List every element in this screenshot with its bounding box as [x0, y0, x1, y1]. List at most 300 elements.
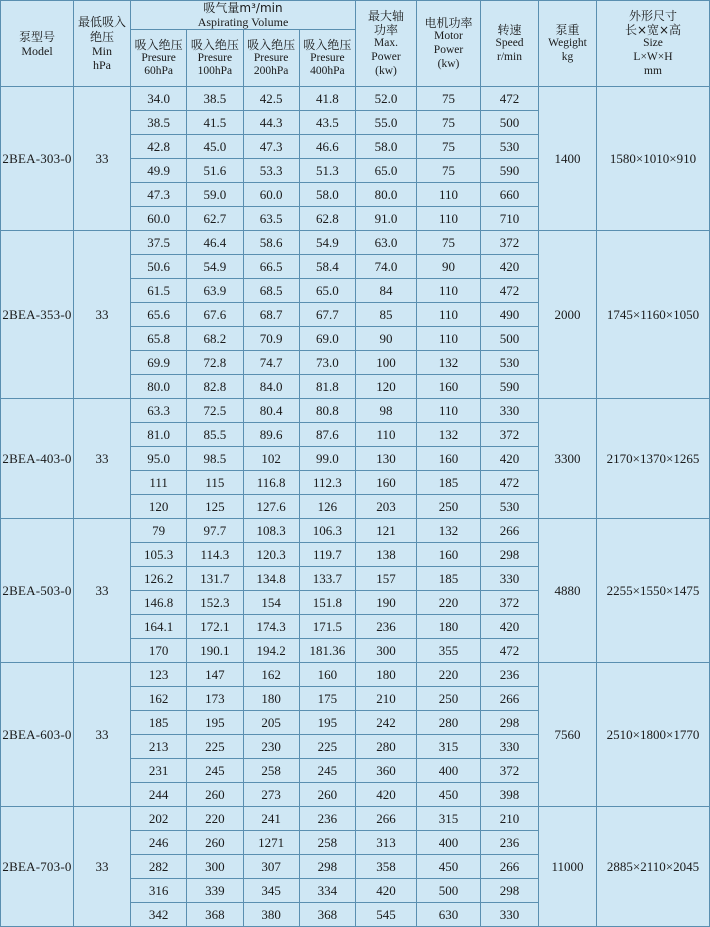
cell-presure-200: 80.4 [243, 399, 299, 423]
cell-motor-power: 315 [417, 807, 481, 831]
cell-motor-power: 400 [417, 759, 481, 783]
cell-presure-200: 102 [243, 447, 299, 471]
cell-presure-400: 126 [299, 495, 355, 519]
cell-presure-60: 42.8 [131, 135, 187, 159]
table-row [1, 399, 710, 423]
cell-presure-100: 339 [187, 879, 243, 903]
cell-motor-power: 160 [417, 543, 481, 567]
cell-presure-60: 164.1 [131, 615, 187, 639]
cell-presure-400: 119.7 [299, 543, 355, 567]
cell-presure-400: 41.8 [299, 87, 355, 111]
cell-presure-100: 45.0 [187, 135, 243, 159]
cell-presure-60: 95.0 [131, 447, 187, 471]
cell-presure-200: 42.5 [243, 87, 299, 111]
cell-max-power: 420 [356, 879, 417, 903]
header-speed-en2: r/min [497, 50, 522, 63]
cell-motor-power: 250 [417, 687, 481, 711]
cell-max-power: 313 [356, 831, 417, 855]
cell-presure-400: 87.6 [299, 423, 355, 447]
cell-presure-200: 116.8 [243, 471, 299, 495]
cell-max-power: 90 [356, 327, 417, 351]
cell-max-power: 110 [356, 423, 417, 447]
cell-presure-200: 66.5 [243, 255, 299, 279]
cell-model: 2BEA-403-0 [1, 399, 74, 519]
cell-speed: 330 [481, 399, 539, 423]
cell-motor-power: 220 [417, 663, 481, 687]
header-size-en: Size [643, 37, 663, 50]
cell-presure-200: 120.3 [243, 543, 299, 567]
header-presure-60-cn: 吸入绝压 [134, 37, 183, 52]
cell-speed: 590 [481, 375, 539, 399]
header-aspirating-volume [131, 1, 356, 30]
header-weight-cn: 泵重 [555, 23, 580, 38]
cell-speed: 298 [481, 711, 539, 735]
cell-max-power: 180 [356, 663, 417, 687]
cell-motor-power: 450 [417, 855, 481, 879]
cell-presure-400: 258 [299, 831, 355, 855]
cell-weight: 11000 [539, 807, 597, 927]
cell-max-power: 266 [356, 807, 417, 831]
cell-presure-400: 106.3 [299, 519, 355, 543]
cell-presure-60: 81.0 [131, 423, 187, 447]
cell-motor-power: 355 [417, 639, 481, 663]
cell-presure-200: 44.3 [243, 111, 299, 135]
header-presure-400-unit: 400hPa [310, 65, 345, 78]
cell-presure-200: 53.3 [243, 159, 299, 183]
cell-motor-power: 450 [417, 783, 481, 807]
cell-presure-60: 63.3 [131, 399, 187, 423]
cell-presure-100: 67.6 [187, 303, 243, 327]
header-weight [539, 1, 597, 87]
cell-motor-power: 90 [417, 255, 481, 279]
cell-presure-200: 127.6 [243, 495, 299, 519]
cell-presure-400: 298 [299, 855, 355, 879]
cell-presure-60: 34.0 [131, 87, 187, 111]
cell-size: 2170×1370×1265 [597, 399, 710, 519]
cell-min-hpa: 33 [74, 399, 131, 519]
header-presure-400-cn: 吸入绝压 [303, 37, 352, 52]
cell-presure-200: 68.5 [243, 279, 299, 303]
cell-presure-100: 38.5 [187, 87, 243, 111]
cell-presure-200: 63.5 [243, 207, 299, 231]
header-motor-power [417, 1, 481, 87]
cell-presure-100: 131.7 [187, 567, 243, 591]
cell-speed: 710 [481, 207, 539, 231]
cell-max-power: 160 [356, 471, 417, 495]
table-row [1, 663, 710, 687]
cell-presure-400: 181.36 [299, 639, 355, 663]
cell-presure-100: 172.1 [187, 615, 243, 639]
cell-presure-100: 260 [187, 783, 243, 807]
cell-presure-400: 151.8 [299, 591, 355, 615]
cell-presure-60: 38.5 [131, 111, 187, 135]
cell-presure-400: 133.7 [299, 567, 355, 591]
cell-presure-60: 37.5 [131, 231, 187, 255]
cell-min-hpa: 33 [74, 519, 131, 663]
cell-motor-power: 185 [417, 471, 481, 495]
cell-motor-power: 280 [417, 711, 481, 735]
cell-speed: 530 [481, 495, 539, 519]
cell-speed: 500 [481, 111, 539, 135]
cell-presure-60: 61.5 [131, 279, 187, 303]
cell-presure-200: 194.2 [243, 639, 299, 663]
cell-speed: 372 [481, 423, 539, 447]
cell-motor-power: 110 [417, 207, 481, 231]
cell-max-power: 138 [356, 543, 417, 567]
cell-size: 2255×1550×1475 [597, 519, 710, 663]
cell-presure-400: 54.9 [299, 231, 355, 255]
cell-motor-power: 315 [417, 735, 481, 759]
cell-presure-100: 115 [187, 471, 243, 495]
header-presure-200 [243, 30, 299, 87]
cell-model: 2BEA-353-0 [1, 231, 74, 399]
header-min-hpa-en: Min [91, 43, 112, 58]
cell-presure-60: 213 [131, 735, 187, 759]
cell-motor-power: 75 [417, 111, 481, 135]
cell-max-power: 190 [356, 591, 417, 615]
cell-speed: 530 [481, 351, 539, 375]
cell-presure-60: 170 [131, 639, 187, 663]
cell-speed: 372 [481, 231, 539, 255]
cell-motor-power: 75 [417, 159, 481, 183]
header-max-power-en2: Power [371, 51, 401, 64]
cell-motor-power: 160 [417, 447, 481, 471]
cell-presure-100: 173 [187, 687, 243, 711]
cell-motor-power: 132 [417, 519, 481, 543]
cell-presure-60: 202 [131, 807, 187, 831]
cell-presure-60: 244 [131, 783, 187, 807]
header-presure-200-unit: 200hPa [253, 65, 289, 78]
cell-presure-200: 258 [243, 759, 299, 783]
header-model-en: Model [21, 43, 53, 58]
cell-presure-200: 1271 [243, 831, 299, 855]
cell-presure-60: 80.0 [131, 375, 187, 399]
cell-size: 1580×1010×910 [597, 87, 710, 231]
cell-max-power: 63.0 [356, 231, 417, 255]
cell-presure-100: 152.3 [187, 591, 243, 615]
header-max-power-unit: (kw) [375, 64, 397, 77]
cell-speed: 330 [481, 735, 539, 759]
cell-presure-100: 59.0 [187, 183, 243, 207]
cell-presure-200: 162 [243, 663, 299, 687]
cell-speed: 298 [481, 543, 539, 567]
cell-motor-power: 110 [417, 279, 481, 303]
header-model [1, 1, 74, 87]
cell-weight: 2000 [539, 231, 597, 399]
cell-presure-100: 195 [187, 711, 243, 735]
cell-weight: 7560 [539, 663, 597, 807]
header-max-power-en1: Max. [374, 37, 398, 50]
cell-speed: 210 [481, 807, 539, 831]
cell-min-hpa: 33 [74, 663, 131, 807]
cell-presure-200: 273 [243, 783, 299, 807]
cell-presure-100: 54.9 [187, 255, 243, 279]
table-row [1, 519, 710, 543]
cell-size: 2885×2110×2045 [597, 807, 710, 927]
cell-presure-100: 72.8 [187, 351, 243, 375]
cell-presure-60: 50.6 [131, 255, 187, 279]
cell-weight: 4880 [539, 519, 597, 663]
cell-motor-power: 110 [417, 183, 481, 207]
header-motor-power-en1: Motor [434, 30, 463, 43]
cell-speed: 472 [481, 87, 539, 111]
header-weight-en: Wegight [548, 37, 587, 50]
cell-motor-power: 180 [417, 615, 481, 639]
cell-weight: 3300 [539, 399, 597, 519]
cell-presure-100: 62.7 [187, 207, 243, 231]
cell-speed: 236 [481, 663, 539, 687]
cell-motor-power: 132 [417, 423, 481, 447]
cell-presure-200: 134.8 [243, 567, 299, 591]
header-max-power [356, 1, 417, 87]
cell-presure-200: 307 [243, 855, 299, 879]
header-speed-cn: 转速 [497, 23, 522, 38]
cell-presure-60: 126.2 [131, 567, 187, 591]
cell-motor-power: 250 [417, 495, 481, 519]
cell-speed: 490 [481, 303, 539, 327]
cell-max-power: 360 [356, 759, 417, 783]
cell-max-power: 52.0 [356, 87, 417, 111]
cell-max-power: 91.0 [356, 207, 417, 231]
cell-presure-400: 112.3 [299, 471, 355, 495]
cell-presure-400: 65.0 [299, 279, 355, 303]
cell-min-hpa: 33 [74, 231, 131, 399]
cell-motor-power: 75 [417, 135, 481, 159]
header-motor-power-unit: (kw) [437, 57, 460, 70]
cell-presure-200: 47.3 [243, 135, 299, 159]
cell-max-power: 98 [356, 399, 417, 423]
cell-motor-power: 132 [417, 351, 481, 375]
cell-presure-200: 89.6 [243, 423, 299, 447]
cell-model: 2BEA-303-0 [1, 87, 74, 231]
cell-presure-100: 97.7 [187, 519, 243, 543]
cell-speed: 530 [481, 135, 539, 159]
cell-presure-100: 82.8 [187, 375, 243, 399]
cell-presure-60: 60.0 [131, 207, 187, 231]
cell-max-power: 300 [356, 639, 417, 663]
cell-presure-200: 174.3 [243, 615, 299, 639]
cell-presure-400: 51.3 [299, 159, 355, 183]
cell-speed: 372 [481, 759, 539, 783]
cell-presure-100: 46.4 [187, 231, 243, 255]
cell-presure-60: 65.8 [131, 327, 187, 351]
cell-presure-200: 180 [243, 687, 299, 711]
cell-presure-100: 51.6 [187, 159, 243, 183]
cell-presure-200: 84.0 [243, 375, 299, 399]
cell-speed: 372 [481, 591, 539, 615]
cell-presure-60: 231 [131, 759, 187, 783]
cell-presure-60: 342 [131, 903, 187, 927]
cell-presure-100: 147 [187, 663, 243, 687]
cell-presure-200: 345 [243, 879, 299, 903]
cell-presure-100: 245 [187, 759, 243, 783]
cell-presure-400: 225 [299, 735, 355, 759]
cell-max-power: 545 [356, 903, 417, 927]
cell-presure-60: 146.8 [131, 591, 187, 615]
header-presure-400 [299, 30, 355, 87]
cell-presure-400: 334 [299, 879, 355, 903]
cell-presure-200: 380 [243, 903, 299, 927]
cell-min-hpa: 33 [74, 87, 131, 231]
cell-presure-400: 368 [299, 903, 355, 927]
header-size-cn2: 长×宽×高 [624, 23, 682, 38]
header-presure-100 [187, 30, 243, 87]
cell-presure-60: 185 [131, 711, 187, 735]
cell-presure-200: 154 [243, 591, 299, 615]
cell-speed: 330 [481, 567, 539, 591]
cell-speed: 420 [481, 255, 539, 279]
cell-presure-60: 123 [131, 663, 187, 687]
cell-size: 1745×1160×1050 [597, 231, 710, 399]
cell-motor-power: 500 [417, 879, 481, 903]
cell-presure-60: 79 [131, 519, 187, 543]
cell-presure-100: 225 [187, 735, 243, 759]
header-speed-en1: Speed [495, 37, 524, 50]
header-presure-60-en: Presure [141, 51, 176, 64]
cell-max-power: 55.0 [356, 111, 417, 135]
cell-model: 2BEA-603-0 [1, 663, 74, 807]
cell-max-power: 58.0 [356, 135, 417, 159]
cell-presure-200: 205 [243, 711, 299, 735]
cell-presure-200: 58.6 [243, 231, 299, 255]
cell-max-power: 100 [356, 351, 417, 375]
cell-motor-power: 75 [417, 87, 481, 111]
header-size [597, 1, 710, 87]
cell-presure-60: 162 [131, 687, 187, 711]
table-row [1, 231, 710, 255]
cell-motor-power: 75 [417, 231, 481, 255]
cell-max-power: 121 [356, 519, 417, 543]
header-motor-power-cn: 电机功率 [424, 16, 473, 31]
header-aspirating-en: Aspirating Volume [197, 15, 289, 30]
cell-presure-200: 230 [243, 735, 299, 759]
cell-motor-power: 110 [417, 303, 481, 327]
cell-speed: 420 [481, 615, 539, 639]
cell-speed: 590 [481, 159, 539, 183]
cell-motor-power: 110 [417, 399, 481, 423]
cell-max-power: 242 [356, 711, 417, 735]
header-model-cn: 泵型号 [18, 29, 55, 44]
cell-presure-60: 47.3 [131, 183, 187, 207]
cell-motor-power: 160 [417, 375, 481, 399]
cell-presure-60: 69.9 [131, 351, 187, 375]
cell-presure-400: 69.0 [299, 327, 355, 351]
cell-presure-100: 368 [187, 903, 243, 927]
cell-presure-100: 125 [187, 495, 243, 519]
table-header [1, 1, 710, 87]
cell-max-power: 280 [356, 735, 417, 759]
cell-speed: 298 [481, 879, 539, 903]
cell-max-power: 130 [356, 447, 417, 471]
cell-max-power: 74.0 [356, 255, 417, 279]
cell-motor-power: 220 [417, 591, 481, 615]
cell-max-power: 65.0 [356, 159, 417, 183]
cell-max-power: 358 [356, 855, 417, 879]
cell-presure-60: 120 [131, 495, 187, 519]
cell-speed: 398 [481, 783, 539, 807]
cell-max-power: 120 [356, 375, 417, 399]
cell-presure-60: 105.3 [131, 543, 187, 567]
cell-speed: 472 [481, 279, 539, 303]
cell-motor-power: 185 [417, 567, 481, 591]
cell-max-power: 84 [356, 279, 417, 303]
cell-presure-60: 65.6 [131, 303, 187, 327]
cell-presure-100: 68.2 [187, 327, 243, 351]
cell-max-power: 420 [356, 783, 417, 807]
cell-presure-400: 73.0 [299, 351, 355, 375]
cell-presure-400: 43.5 [299, 111, 355, 135]
cell-presure-400: 195 [299, 711, 355, 735]
header-presure-200-cn: 吸入绝压 [247, 37, 296, 52]
cell-presure-60: 49.9 [131, 159, 187, 183]
cell-presure-200: 241 [243, 807, 299, 831]
header-min-hpa [74, 1, 131, 87]
cell-speed: 500 [481, 327, 539, 351]
cell-speed: 660 [481, 183, 539, 207]
cell-presure-100: 41.5 [187, 111, 243, 135]
cell-motor-power: 110 [417, 327, 481, 351]
cell-speed: 330 [481, 903, 539, 927]
cell-presure-200: 68.7 [243, 303, 299, 327]
cell-min-hpa: 33 [74, 807, 131, 927]
cell-motor-power: 630 [417, 903, 481, 927]
cell-weight: 1400 [539, 87, 597, 231]
cell-presure-60: 246 [131, 831, 187, 855]
cell-presure-200: 60.0 [243, 183, 299, 207]
cell-presure-400: 62.8 [299, 207, 355, 231]
cell-presure-100: 300 [187, 855, 243, 879]
cell-model: 2BEA-703-0 [1, 807, 74, 927]
cell-presure-400: 58.0 [299, 183, 355, 207]
cell-presure-100: 114.3 [187, 543, 243, 567]
cell-max-power: 236 [356, 615, 417, 639]
cell-presure-400: 245 [299, 759, 355, 783]
cell-speed: 472 [481, 639, 539, 663]
header-motor-power-en2: Power [433, 43, 464, 56]
cell-speed: 236 [481, 831, 539, 855]
cell-presure-100: 260 [187, 831, 243, 855]
cell-presure-100: 85.5 [187, 423, 243, 447]
cell-max-power: 157 [356, 567, 417, 591]
header-presure-60-unit: 60hPa [144, 65, 173, 78]
cell-presure-60: 316 [131, 879, 187, 903]
cell-presure-100: 220 [187, 807, 243, 831]
header-max-power-cn1: 最大轴 [367, 9, 404, 24]
header-aspirating-cn: 吸气量m³/min [203, 1, 283, 15]
cell-presure-400: 99.0 [299, 447, 355, 471]
cell-speed: 266 [481, 687, 539, 711]
cell-max-power: 85 [356, 303, 417, 327]
header-size-unit: mm [644, 64, 662, 77]
header-weight-unit: kg [561, 50, 574, 63]
cell-max-power: 210 [356, 687, 417, 711]
cell-presure-400: 46.6 [299, 135, 355, 159]
cell-presure-400: 58.4 [299, 255, 355, 279]
header-min-hpa-cn: 最低吸入绝压 [77, 15, 126, 44]
table-row [1, 807, 710, 831]
cell-model: 2BEA-503-0 [1, 519, 74, 663]
header-presure-200-en: Presure [253, 51, 289, 64]
cell-motor-power: 400 [417, 831, 481, 855]
header-presure-100-unit: 100hPa [197, 65, 233, 78]
cell-presure-60: 111 [131, 471, 187, 495]
header-speed [481, 1, 539, 87]
table-body [1, 87, 710, 927]
cell-presure-100: 72.5 [187, 399, 243, 423]
cell-speed: 266 [481, 519, 539, 543]
header-presure-100-en: Presure [197, 51, 233, 64]
header-presure-100-cn: 吸入绝压 [190, 37, 239, 52]
